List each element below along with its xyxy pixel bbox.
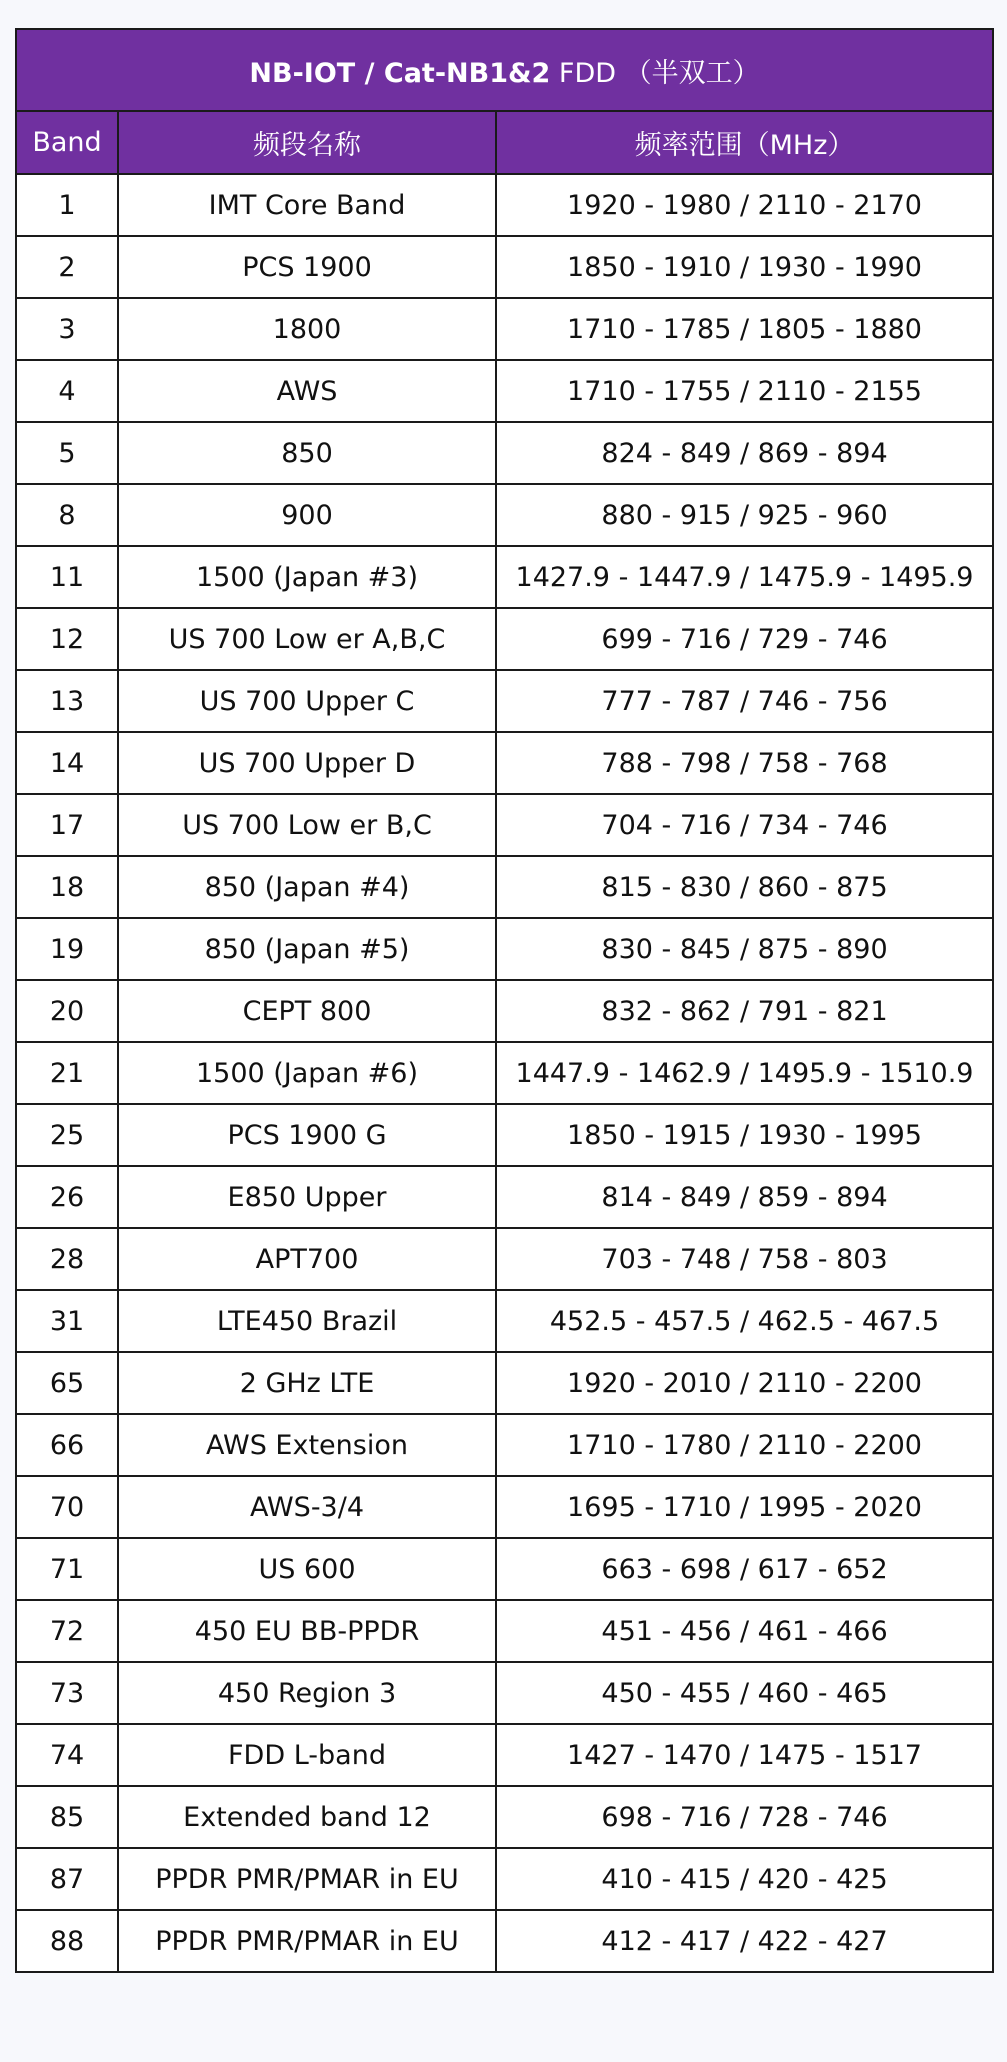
- table-title-row: [16, 29, 993, 111]
- cell-band: 2: [16, 236, 118, 298]
- cell-frequency-range: 830 - 845 / 875 - 890: [496, 918, 993, 980]
- cell-band-name: PPDR PMR/PMAR in EU: [118, 1910, 496, 1972]
- cell-frequency-range: 698 - 716 / 728 - 746: [496, 1786, 993, 1848]
- cell-frequency-range: 1427.9 - 1447.9 / 1475.9 - 1495.9: [496, 546, 993, 608]
- table-title: [16, 29, 993, 111]
- cell-band-name: 450 Region 3: [118, 1662, 496, 1724]
- table-row: [16, 1228, 993, 1290]
- cell-band-name: IMT Core Band: [118, 174, 496, 236]
- table-row: [16, 360, 993, 422]
- cell-frequency-range: 451 - 456 / 461 - 466: [496, 1600, 993, 1662]
- band-table-container: [15, 28, 992, 1973]
- cell-frequency-range: 699 - 716 / 729 - 746: [496, 608, 993, 670]
- cell-band-name: AWS-3/4: [118, 1476, 496, 1538]
- cell-frequency-range: 824 - 849 / 869 - 894: [496, 422, 993, 484]
- header-band-name: 频段名称: [118, 111, 496, 174]
- table-row: [16, 1910, 993, 1972]
- cell-frequency-range: 704 - 716 / 734 - 746: [496, 794, 993, 856]
- table-row: [16, 670, 993, 732]
- table-row: [16, 1042, 993, 1104]
- nb-iot-band-table: [15, 28, 994, 1973]
- cell-band-name: E850 Upper: [118, 1166, 496, 1228]
- cell-band-name: PPDR PMR/PMAR in EU: [118, 1848, 496, 1910]
- cell-frequency-range: 1427 - 1470 / 1475 - 1517: [496, 1724, 993, 1786]
- cell-band: 20: [16, 980, 118, 1042]
- cell-frequency-range: 452.5 - 457.5 / 462.5 - 467.5: [496, 1290, 993, 1352]
- cell-band-name: PCS 1900: [118, 236, 496, 298]
- cell-band: 74: [16, 1724, 118, 1786]
- table-body: [16, 174, 993, 1972]
- cell-band-name: 850 (Japan #4): [118, 856, 496, 918]
- cell-band: 73: [16, 1662, 118, 1724]
- table-header-row: [16, 111, 993, 174]
- cell-band: 11: [16, 546, 118, 608]
- cell-band: 26: [16, 1166, 118, 1228]
- cell-frequency-range: 832 - 862 / 791 - 821: [496, 980, 993, 1042]
- table-row: [16, 236, 993, 298]
- cell-band-name: US 600: [118, 1538, 496, 1600]
- cell-band: 72: [16, 1600, 118, 1662]
- table-row: [16, 1786, 993, 1848]
- cell-frequency-range: 410 - 415 / 420 - 425: [496, 1848, 993, 1910]
- cell-band-name: Extended band 12: [118, 1786, 496, 1848]
- table-row: [16, 980, 993, 1042]
- table-row: [16, 546, 993, 608]
- cell-band: 14: [16, 732, 118, 794]
- cell-frequency-range: 777 - 787 / 746 - 756: [496, 670, 993, 732]
- table-row: [16, 1352, 993, 1414]
- table-row: [16, 856, 993, 918]
- cell-band: 25: [16, 1104, 118, 1166]
- cell-band-name: US 700 Upper C: [118, 670, 496, 732]
- cell-band-name: APT700: [118, 1228, 496, 1290]
- table-row: [16, 732, 993, 794]
- table-row: [16, 1662, 993, 1724]
- cell-band: 3: [16, 298, 118, 360]
- table-row: [16, 1476, 993, 1538]
- cell-band: 88: [16, 1910, 118, 1972]
- cell-band-name: 850 (Japan #5): [118, 918, 496, 980]
- cell-band-name: PCS 1900 G: [118, 1104, 496, 1166]
- cell-frequency-range: 880 - 915 / 925 - 960: [496, 484, 993, 546]
- cell-band-name: 900: [118, 484, 496, 546]
- cell-band: 1: [16, 174, 118, 236]
- cell-band: 21: [16, 1042, 118, 1104]
- table-row: [16, 1104, 993, 1166]
- cell-band-name: US 700 Upper D: [118, 732, 496, 794]
- cell-frequency-range: 1710 - 1755 / 2110 - 2155: [496, 360, 993, 422]
- cell-frequency-range: 1710 - 1780 / 2110 - 2200: [496, 1414, 993, 1476]
- table-row: [16, 794, 993, 856]
- table-row: [16, 1414, 993, 1476]
- cell-band-name: 1500 (Japan #3): [118, 546, 496, 608]
- header-frequency-range: 频率范围（MHz）: [496, 111, 993, 174]
- header-band: Band: [16, 111, 118, 174]
- cell-frequency-range: 703 - 748 / 758 - 803: [496, 1228, 993, 1290]
- table-row: [16, 174, 993, 236]
- cell-band-name: US 700 Low er A,B,C: [118, 608, 496, 670]
- cell-frequency-range: 1447.9 - 1462.9 / 1495.9 - 1510.9: [496, 1042, 993, 1104]
- cell-band: 8: [16, 484, 118, 546]
- table-title-bold: NB-IOT / Cat-NB1&2: [249, 57, 551, 89]
- cell-band-name: FDD L-band: [118, 1724, 496, 1786]
- cell-frequency-range: 1850 - 1910 / 1930 - 1990: [496, 236, 993, 298]
- cell-band-name: 1500 (Japan #6): [118, 1042, 496, 1104]
- table-row: [16, 1724, 993, 1786]
- table-row: [16, 1166, 993, 1228]
- cell-frequency-range: 450 - 455 / 460 - 465: [496, 1662, 993, 1724]
- cell-band: 66: [16, 1414, 118, 1476]
- cell-band: 17: [16, 794, 118, 856]
- table-row: [16, 1600, 993, 1662]
- cell-frequency-range: 663 - 698 / 617 - 652: [496, 1538, 993, 1600]
- table-row: [16, 484, 993, 546]
- cell-frequency-range: 1695 - 1710 / 1995 - 2020: [496, 1476, 993, 1538]
- cell-band: 18: [16, 856, 118, 918]
- cell-frequency-range: 412 - 417 / 422 - 427: [496, 1910, 993, 1972]
- cell-band-name: 450 EU BB-PPDR: [118, 1600, 496, 1662]
- cell-band: 5: [16, 422, 118, 484]
- cell-band-name: 1800: [118, 298, 496, 360]
- table-row: [16, 422, 993, 484]
- cell-band: 19: [16, 918, 118, 980]
- table-row: [16, 298, 993, 360]
- table-row: [16, 1848, 993, 1910]
- cell-band-name: US 700 Low er B,C: [118, 794, 496, 856]
- table-row: [16, 1290, 993, 1352]
- cell-band: 65: [16, 1352, 118, 1414]
- cell-frequency-range: 1920 - 1980 / 2110 - 2170: [496, 174, 993, 236]
- cell-band-name: LTE450 Brazil: [118, 1290, 496, 1352]
- cell-band-name: 850: [118, 422, 496, 484]
- cell-band: 28: [16, 1228, 118, 1290]
- cell-band-name: AWS: [118, 360, 496, 422]
- cell-band: 85: [16, 1786, 118, 1848]
- cell-frequency-range: 1920 - 2010 / 2110 - 2200: [496, 1352, 993, 1414]
- cell-band: 87: [16, 1848, 118, 1910]
- cell-frequency-range: 788 - 798 / 758 - 768: [496, 732, 993, 794]
- cell-band: 31: [16, 1290, 118, 1352]
- cell-band-name: 2 GHz LTE: [118, 1352, 496, 1414]
- table-row: [16, 1538, 993, 1600]
- table-row: [16, 608, 993, 670]
- cell-band-name: AWS Extension: [118, 1414, 496, 1476]
- cell-band-name: CEPT 800: [118, 980, 496, 1042]
- cell-band: 12: [16, 608, 118, 670]
- cell-band: 13: [16, 670, 118, 732]
- cell-band: 71: [16, 1538, 118, 1600]
- cell-band: 70: [16, 1476, 118, 1538]
- table-title-rest: FDD （半双工）: [550, 57, 760, 89]
- cell-frequency-range: 815 - 830 / 860 - 875: [496, 856, 993, 918]
- cell-frequency-range: 1710 - 1785 / 1805 - 1880: [496, 298, 993, 360]
- table-row: [16, 918, 993, 980]
- cell-frequency-range: 814 - 849 / 859 - 894: [496, 1166, 993, 1228]
- cell-frequency-range: 1850 - 1915 / 1930 - 1995: [496, 1104, 993, 1166]
- cell-band: 4: [16, 360, 118, 422]
